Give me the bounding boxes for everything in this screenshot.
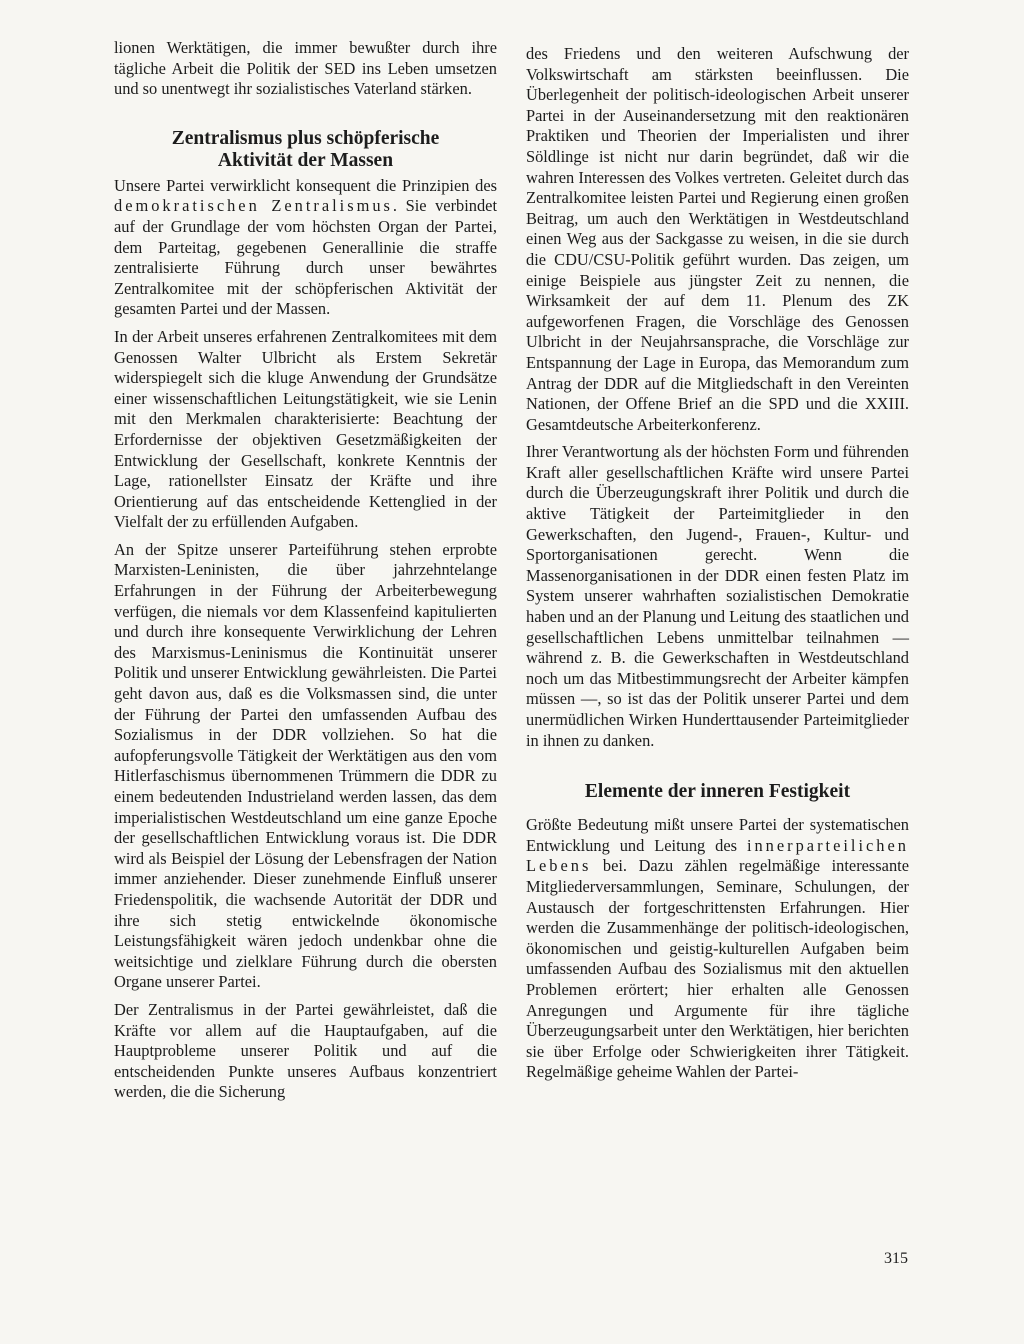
paragraph bbox=[114, 176, 497, 320]
paragraph: Der Zentralismus in der Partei gewährleistet, daß die Kräfte vor allem auf die Hauptaufgaben, auf die Hauptprobleme unserer Politik und auf die entscheidenden Punkte unseres Aufbaus konzentriert werden, die die Sicherung bbox=[114, 999, 497, 1102]
paragraph: In der Arbeit unseres erfahrenen Zentralkomitees mit dem Genossen Walter Ulbricht als Erstem Sekretär widerspiegelt sich die kluge Anwendung der Grundsätze einer wissenschaftlichen Leitungstätigkeit, wie sie Lenin mit den Merkmalen charakterisierte: Beachtung der Erfordernisse der objektiven Gesetzmäßigkeiten der Entwicklung der Gesellschaft, konkrete Kenntnis der Lage, rationellster Einsatz der Kräfte und ihre Orientierung auf das entscheidende Kettenglied in der Vielfalt der zu erfüllenden Aufgaben. bbox=[114, 326, 497, 532]
paragraph bbox=[526, 815, 909, 1083]
paragraph: des Friedens und den weiteren Aufschwung der Volkswirtschaft am stärksten beeinflussen. Die Überlegenheit der politisch-ideologischen Arbeit unserer Partei in der Auseinandersetzung mit den reaktionären Praktiken und Theorien der Imperialisten und ihrer Söldlinge ist nicht nur darin begründet, daß wir die wahren Interessen des Volkes vertreten. Geleitet durch das Zentralkomitee leisten Partei und Regierung einen großen Beitrag, um auch den Werktätigen in Westdeutschland einen Weg aus der Sackgasse zu weisen, in die sie durch die CDU/CSU-Politik geführt wurden. Das zeigen, um einige Beispiele aus jüngster Zeit zu nennen, die Wirksamkeit der auf dem 11. Plenum des ZK aufgeworfenen Fragen, die Vorschläge des Genossen Ulbricht in der Neujahrsansprache, die Vorschläge zur Entspannung der Lage in Europa, das Memorandum zum Antrag der DDR auf die Mitgliedschaft in den Vereinten Nationen, der Offene Brief an die SPD und die XXIII. Gesamtdeutsche Arbeiterkonferenz. bbox=[526, 44, 909, 434]
section-heading-zentralismus bbox=[114, 128, 497, 172]
text-run: Unsere Partei verwirklicht konsequent die Prinzipien des bbox=[114, 175, 497, 195]
left-column bbox=[114, 38, 497, 1110]
page-number: 315 bbox=[884, 1250, 908, 1267]
text-run: Größte Bedeutung mißt unsere Partei der systematischen Entwicklung und Leitung des bbox=[526, 815, 909, 855]
section-heading-festigkeit: Elemente der inneren Festigkeit bbox=[584, 781, 851, 803]
right-column bbox=[526, 44, 909, 1090]
paragraph: Ihrer Verantwortung als der höchsten Form und führenden Kraft aller gesellschaftlichen Kräfte wird unsere Partei durch die Überzeugungskraft ihrer Politik und durch die aktive Tätigkeit der Parteimitglieder in den Gewerkschaften, den Jugend-, Frauen-, Kultur- und Sportorganisationen gerecht. Wenn die Massenorganisationen in der DDR einen festen Platz im System unserer wahrhaften sozialistischen Demokratie haben und an der Planung und Leitung des staatlichen und gesellschaftlichen Lebens unmittelbar teilnahmen — während z. B. die Gewerkschaften in Westdeutschland noch um das Mitbestimmungsrecht der Arbeiter kämpfen müssen —, so ist das der Politik unserer Partei und dem unermüdlichen Wirken Hunderttausender Parteimitglieder in ihnen zu danken. bbox=[526, 442, 909, 750]
paragraph: An der Spitze unserer Parteiführung stehen erprobte Marxisten-Leninisten, die über jahrzehntelange Erfahrungen in der Führung der Arbeiterbewegung verfügen, die niemals vor dem Klassenfeind kapitulierten und durch ihre konsequente Verwirklichung der Lehren des Marxismus-Leninismus die Kontinuität unserer Politik und unserer Entwicklung gewährleisten. Die Partei geht davon aus, daß es die Volksmassen sind, die unter der Führung der Partei den umfassenden Aufbau des Sozialismus in der DDR vollziehen. So hat die aufopferungsvolle Tätigkeit der Werktätigen aus den vom Hitlerfaschismus übernommenen Trümmern die DDR zu einem bedeutenden Industrieland werden lassen, das dem imperialistischen Westdeutschland um eine ganze Epoche der gesellschaftlichen Entwicklung voraus ist. Die DDR wird als Beispiel der Lösung der Lebensfragen der Nation immer anziehender. Dieser zunehmende Einfluß unserer Friedenspolitik, die wachsende Autorität der DDR und ihre sich stetig entwickelnde ökonomische Leistungsfähigkeit wären jedoch undenkbar ohne die weitsichtige und zielklare Führung durch die obersten Organe unserer Partei. bbox=[114, 539, 497, 992]
text-run: . Sie verbindet auf der Grundlage der vom höchsten Organ der Partei, dem Parteitag, gegebenen Generallinie die straffe zentralisierte Führung durch unser bewährtes Zentralkomitee mit der schöpferischen Aktivität der gesamten Partei und der Massen. bbox=[114, 196, 497, 319]
spaced-emphasis: demokratischen Zentralismus bbox=[114, 196, 393, 216]
text-run: bei. Dazu zählen regelmäßige interessante Mitgliederversammlungen, Seminare, Schulungen, der Austausch der fortgeschrittensten Erfahrungen. Hier werden die Zusammenhänge der politisch-ideologischen, ökonomischen und geistig-kulturellen Aufgaben beim umfassenden Aufbau des Sozialismus mit den aktuellen Problemen erörtert; hier erhalten alle Genossen Anregungen und Argumente für ihre tägliche Überzeugungsarbeit unter den Werktätigen, hier berichten sie über Erfolge oder Schwierigkeiten ihrer Tätigkeit. Regelmäßige geheime Wahlen der Partei- bbox=[526, 856, 909, 1082]
heading-line: Zentralismus plus schöpferische bbox=[171, 127, 440, 149]
paragraph: lionen Werktätigen, die immer bewußter durch ihre tägliche Arbeit die Politik der SED ins Leben umsetzen und so unentwegt ihr sozialistisches Vaterland stärken. bbox=[114, 38, 497, 99]
heading-line: Aktivität der Massen bbox=[217, 149, 394, 171]
spaced-emphasis: innerparteilichen Lebens bbox=[526, 835, 909, 876]
